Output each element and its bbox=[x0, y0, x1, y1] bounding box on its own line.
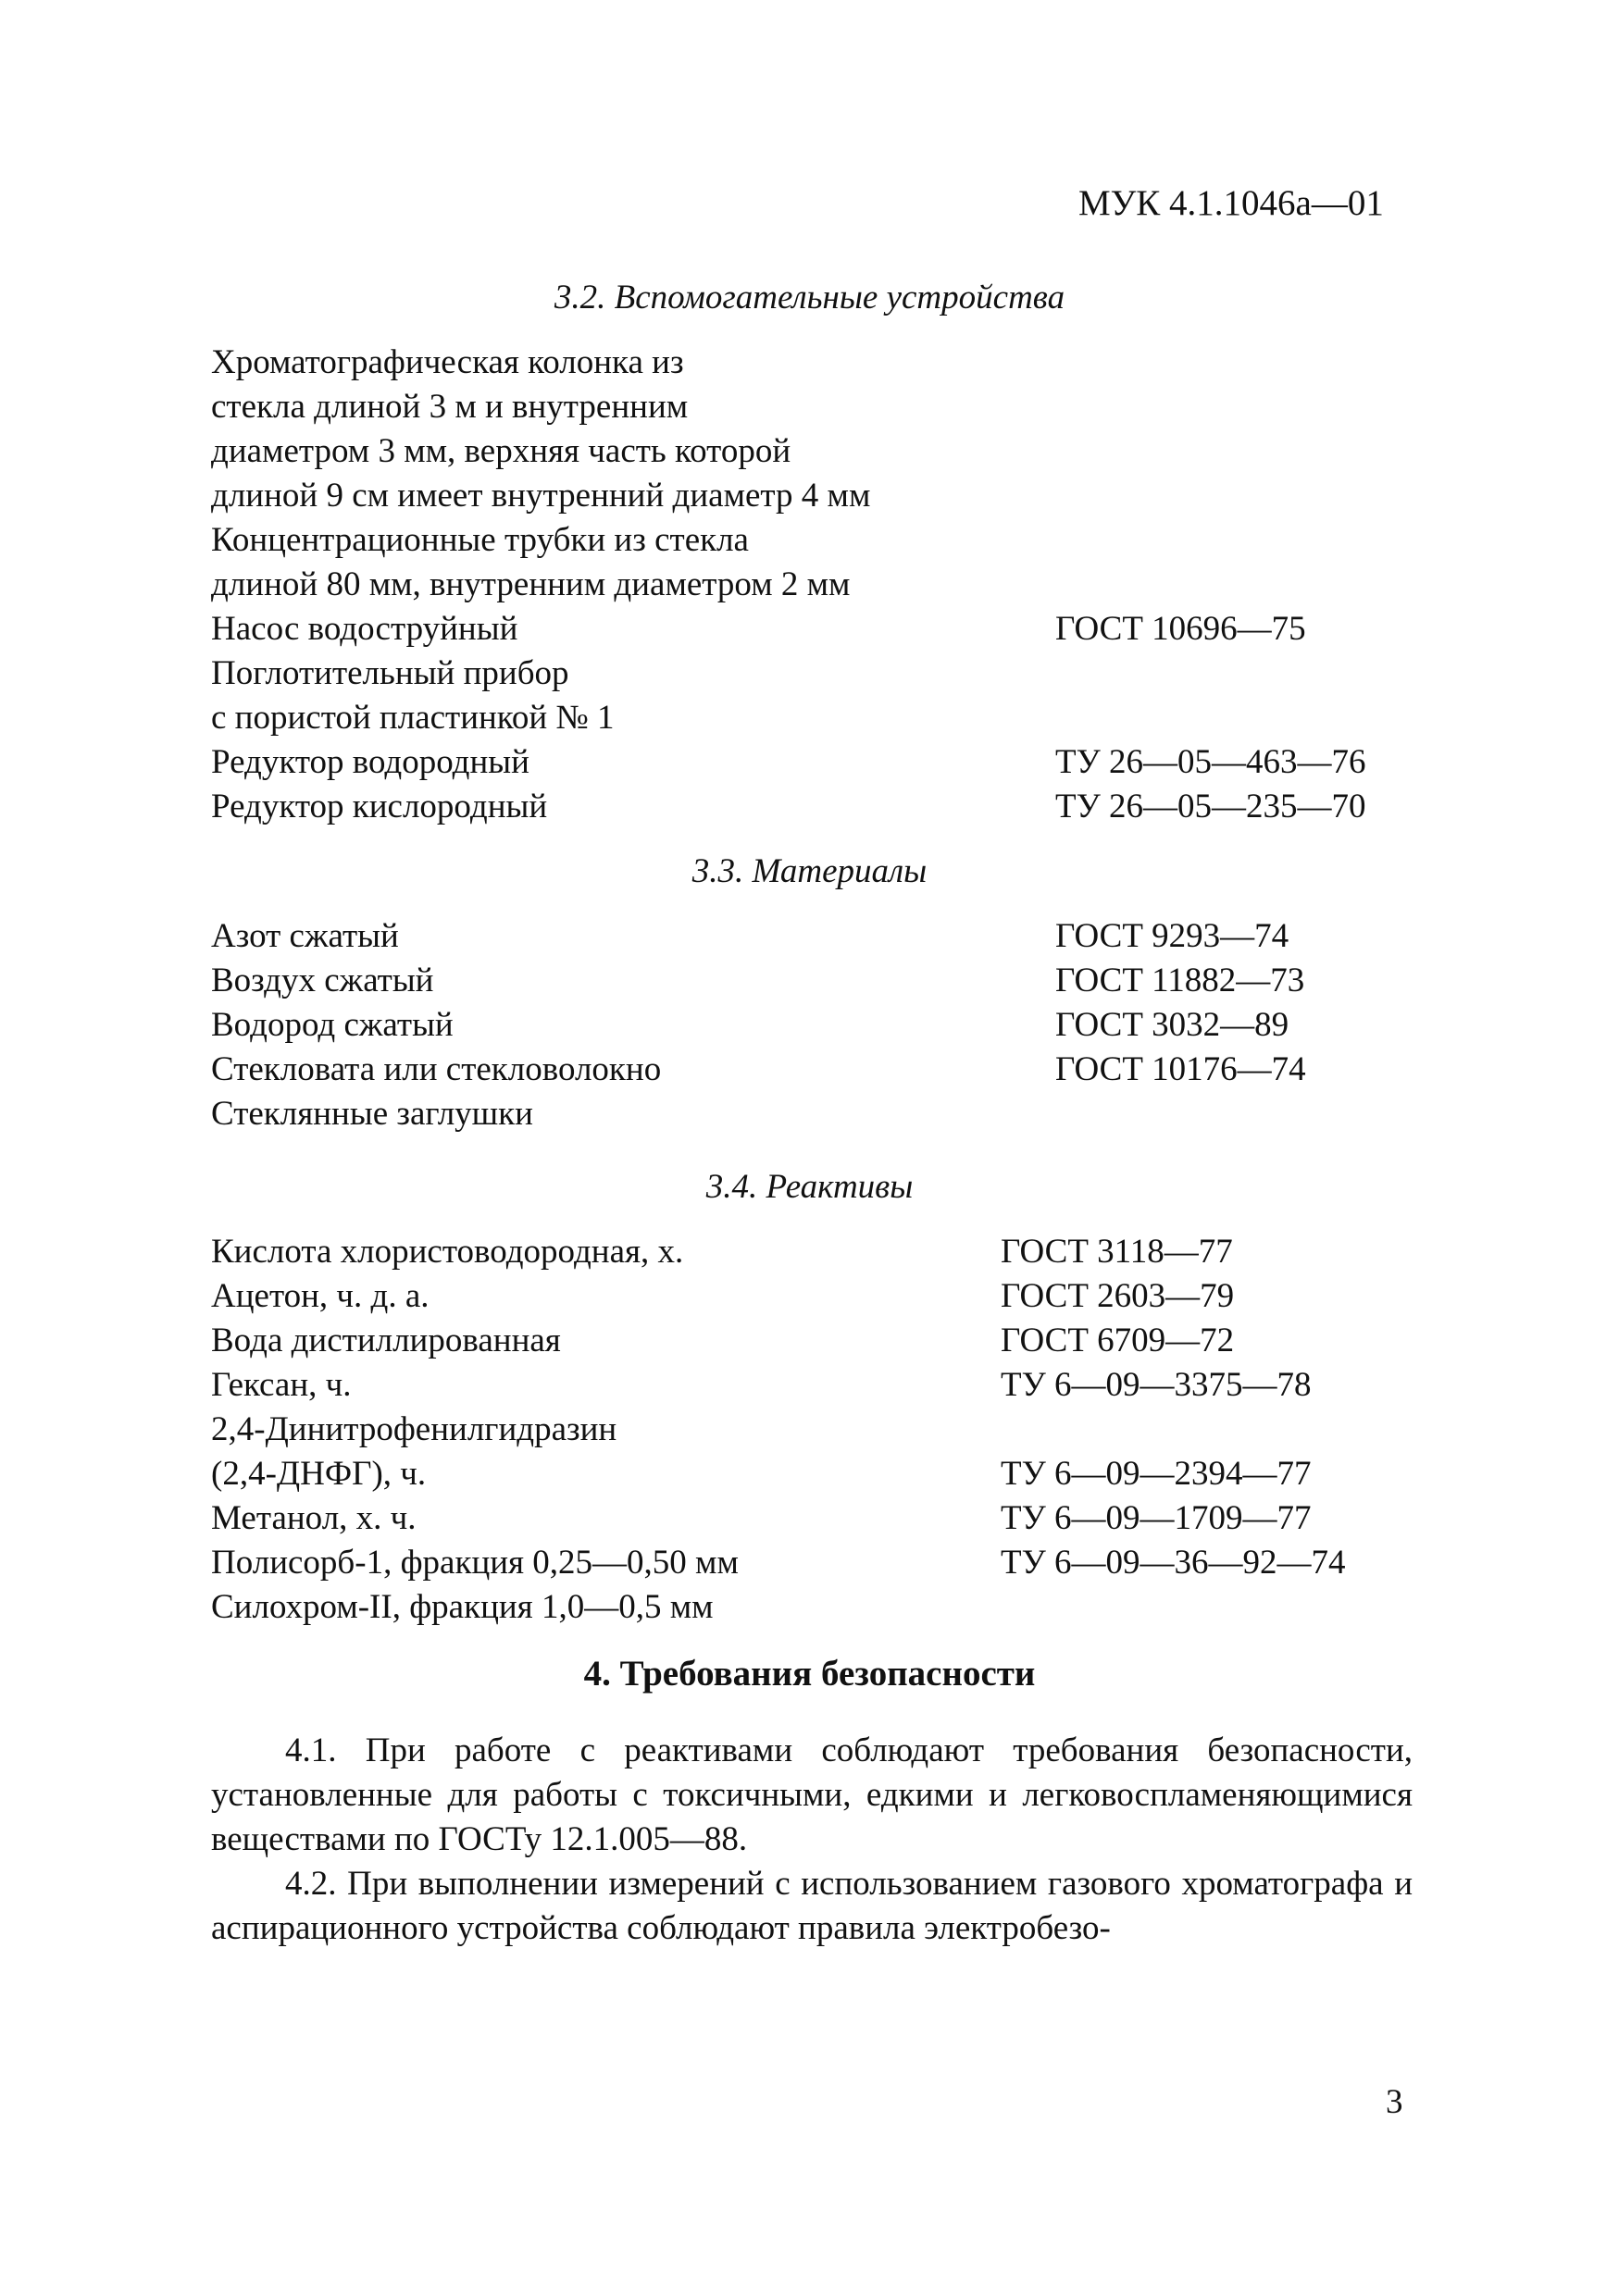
list-item bbox=[211, 1230, 1233, 1274]
item-text: Азот сжатый bbox=[211, 917, 399, 955]
list-item bbox=[211, 1408, 739, 1452]
item-text: с пористой пластинкой № 1 bbox=[211, 699, 615, 737]
list-item bbox=[211, 1585, 739, 1630]
list-item bbox=[211, 959, 1305, 1003]
section-title-reagents: 3.4. Реактивы bbox=[705, 1168, 914, 1206]
list-item bbox=[211, 341, 870, 385]
paragraph-4-2: 4.2. При выполнении измерений с использованием газового хроматографа и аспирационного устройства соблюдают правила электробезо- bbox=[211, 1865, 1413, 1947]
item-text: Вода дистиллированная bbox=[211, 1322, 561, 1359]
item-text: стекла длиной 3 м и внутренним bbox=[211, 388, 689, 426]
item-text: диаметром 3 мм, верхняя часть которой bbox=[211, 432, 791, 470]
auxiliary-devices-list bbox=[211, 341, 1366, 829]
item-text: Насос водоструйный bbox=[211, 610, 518, 648]
list-item bbox=[211, 1541, 1346, 1585]
item-standard: ТУ 6—09—3375—78 bbox=[1001, 1366, 1312, 1404]
list-item bbox=[211, 1452, 1312, 1496]
paragraph-4-1: 4.1. При работе с реактивами соблюдают требования безопасности, установленные для работы с токсичными, едкими и легковоспламеняющимися веществами по ГОСТу 12.1.005—88. bbox=[211, 1731, 1413, 1858]
materials-list bbox=[211, 914, 1306, 1136]
list-item bbox=[211, 652, 870, 696]
item-standard: ГОСТ 10176—74 bbox=[1055, 1050, 1306, 1088]
list-item bbox=[211, 785, 1366, 829]
item-text: Редуктор водородный bbox=[211, 743, 529, 781]
item-standard: ТУ 6—09—2394—77 bbox=[1001, 1455, 1312, 1493]
item-standard: ГОСТ 3118—77 bbox=[1001, 1233, 1233, 1271]
list-item bbox=[211, 429, 870, 474]
list-item bbox=[211, 1048, 1306, 1092]
item-text: Концентрационные трубки из стекла bbox=[211, 521, 749, 559]
item-standard: ТУ 6—09—1709—77 bbox=[1001, 1499, 1312, 1537]
item-text: Воздух сжатый bbox=[211, 962, 434, 999]
item-standard: ГОСТ 2603—79 bbox=[1001, 1277, 1235, 1315]
list-item bbox=[211, 518, 870, 563]
item-text: Кислота хлористоводородная, х. bbox=[211, 1233, 684, 1271]
item-text: Ацетон, ч. д. а. bbox=[211, 1277, 430, 1315]
item-standard: ТУ 26—05—235—70 bbox=[1055, 788, 1366, 825]
page-number: 3 bbox=[1386, 2083, 1403, 2121]
item-text: Гексан, ч. bbox=[211, 1366, 352, 1404]
list-item bbox=[211, 1274, 1235, 1319]
list-item bbox=[211, 563, 870, 607]
item-text: Хроматографическая колонка из bbox=[211, 343, 684, 381]
list-item bbox=[211, 696, 870, 740]
item-standard: ТУ 26—05—463—76 bbox=[1055, 743, 1366, 781]
item-standard: ГОСТ 10696—75 bbox=[1055, 610, 1306, 648]
list-item bbox=[211, 1496, 1312, 1541]
list-item bbox=[211, 1092, 661, 1136]
chapter-title-safety: 4. Требования безопасности bbox=[583, 1654, 1036, 1694]
item-standard: ГОСТ 11882—73 bbox=[1055, 962, 1305, 999]
item-text: Водород сжатый bbox=[211, 1006, 454, 1044]
list-item bbox=[211, 1003, 1289, 1048]
item-standard: ГОСТ 6709—72 bbox=[1001, 1322, 1235, 1359]
item-standard: ГОСТ 3032—89 bbox=[1055, 1006, 1289, 1044]
list-item bbox=[211, 474, 870, 518]
item-text: длиной 80 мм, внутренним диаметром 2 мм bbox=[211, 565, 851, 603]
item-text: Стеклянные заглушки bbox=[211, 1095, 533, 1133]
item-text: Полисорб-1, фракция 0,25—0,50 мм bbox=[211, 1544, 739, 1582]
reagents-list bbox=[211, 1230, 1346, 1630]
list-item bbox=[211, 1319, 1235, 1363]
item-text: Поглотительный прибор bbox=[211, 654, 569, 692]
item-standard: ТУ 6—09—36—92—74 bbox=[1001, 1544, 1346, 1582]
item-text: (2,4-ДНФГ), ч. bbox=[211, 1455, 427, 1493]
item-text: длиной 9 см имеет внутренний диаметр 4 мм bbox=[211, 477, 871, 515]
item-text: Редуктор кислородный bbox=[211, 788, 548, 825]
item-text: Метанол, х. ч. bbox=[211, 1499, 417, 1537]
item-standard: ГОСТ 9293—74 bbox=[1055, 917, 1289, 955]
item-text: Силохром-II, фракция 1,0—0,5 мм bbox=[211, 1588, 714, 1626]
list-item bbox=[211, 914, 1289, 959]
list-item bbox=[211, 1363, 1312, 1408]
section-title-materials: 3.3. Материалы bbox=[691, 852, 928, 890]
section-title-auxiliary-devices: 3.2. Вспомогательные устройства bbox=[554, 279, 1065, 316]
list-item bbox=[211, 385, 870, 429]
list-item bbox=[211, 607, 1306, 652]
item-text: 2,4-Динитрофенилгидразин bbox=[211, 1410, 617, 1448]
list-item bbox=[211, 740, 1366, 785]
item-text: Стекловата или стекловолокно bbox=[211, 1050, 662, 1088]
document-code: МУК 4.1.1046а—01 bbox=[1078, 183, 1384, 223]
